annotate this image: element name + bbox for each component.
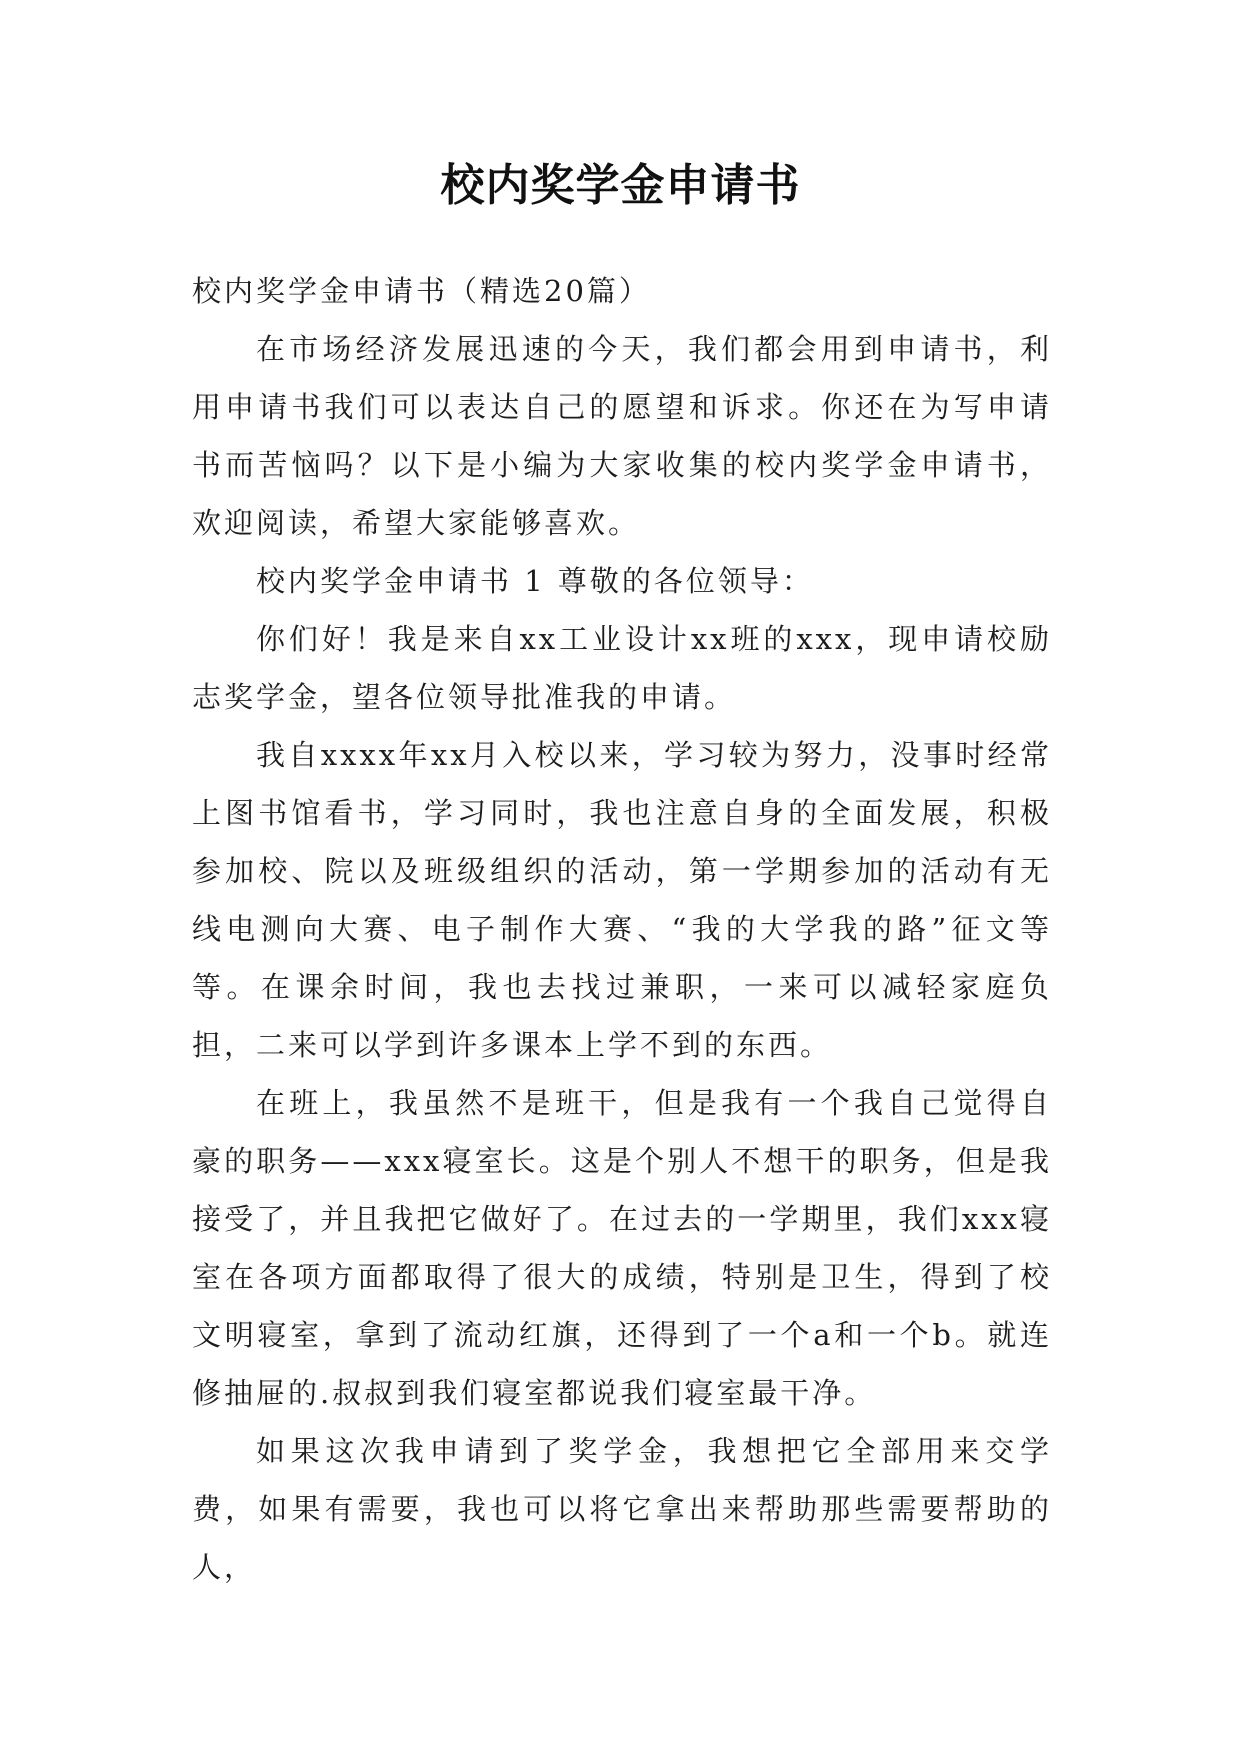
body-paragraph-plan: 如果这次我申请到了奖学金，我想把它全部用来交学费，如果有需要，我也可以将它拿出来帮助那些需要帮助的人， xyxy=(192,1434,1052,1584)
body-paragraph-dorm: 在班上，我虽然不是班干，但是我有一个我自己觉得自豪的职务——xxx寝室长。这是个别人不想干的职务，但是我接受了，并且我把它做好了。在过去的一学期里，我们xxx寝室在各项方面都取得了很大的成绩，特别是卫生，得到了校文明寝室，拿到了流动红旗，还得到了一个a和一个b。就连修抽屉的.叔叔到我们寝室都说我们寝室最干净。 xyxy=(192,1086,1052,1410)
body-paragraph-intro: 在市场经济发展迅速的今天，我们都会用到申请书，利用申请书我们可以表达自己的愿望和诉求。你还在为写申请书而苦恼吗？以下是小编为大家收集的校内奖学金申请书，欢迎阅读，希望大家能够喜欢。 xyxy=(192,332,1052,540)
document-subtitle: 校内奖学金申请书（精选20篇） xyxy=(192,274,651,308)
body-paragraph-salutation: 校内奖学金申请书 1 尊敬的各位领导： xyxy=(256,564,814,598)
body-paragraph-greeting: 你们好！我是来自xx工业设计xx班的xxx，现申请校励志奖学金，望各位领导批准我的申请。 xyxy=(192,622,1052,714)
document-body xyxy=(192,262,1052,1596)
document-title: 校内奖学金申请书 xyxy=(440,160,801,211)
body-paragraph-study: 我自xxxx年xx月入校以来，学习较为努力，没事时经常上图书馆看书，学习同时，我也注意自身的全面发展，积极参加校、院以及班级组织的活动，第一学期参加的活动有无线电测向大赛、电子制作大赛、“我的大学我的路”征文等等。在课余时间，我也去找过兼职，一来可以减轻家庭负担，二来可以学到许多课本上学不到的东西。 xyxy=(192,738,1052,1062)
